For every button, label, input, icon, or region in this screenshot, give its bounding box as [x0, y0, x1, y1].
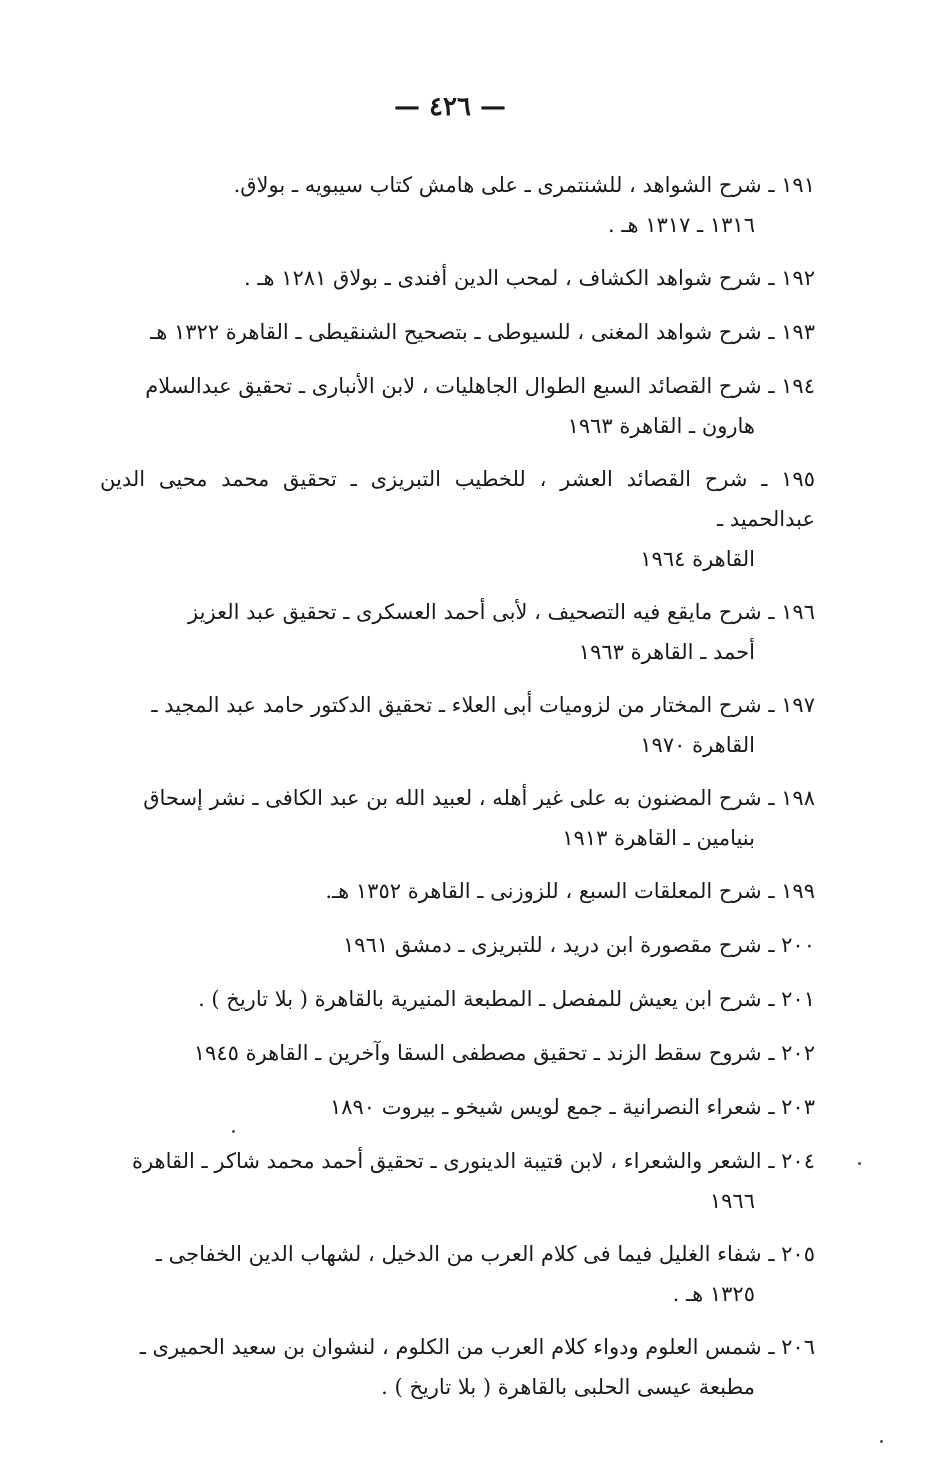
- entry-line-1: ١٩٢ ـ شرح شواهد الكشاف ، لمحب الدين أفندى ـ بولاق ١٢٨١ هـ .: [243, 266, 815, 290]
- bibliography-entry: [100, 1141, 815, 1221]
- bibliography-entry: [100, 592, 815, 672]
- entry-line-1: ١٩٦ ـ شرح مايقع فيه التصحيف ، لأبى أحمد العسكرى ـ تحقيق عبد العزيز: [188, 600, 815, 624]
- entry-line-2: ١٣٢٥ هـ .: [672, 1282, 755, 1306]
- entry-line-1: ٢٠٣ ـ شعراء النصرانية ـ جمع لويس شيخو ـ بيروت ١٨٩٠: [329, 1095, 815, 1119]
- entry-line-1: ١٩٨ ـ شرح المضنون به على غير أهله ، لعبيد الله بن عبد الكافى ـ نشر إسحاق: [143, 786, 815, 810]
- speck: [232, 1130, 235, 1133]
- entry-line-1: ١٩٣ ـ شرح شواهد المغنى ، للسيوطى ـ بتصحيح الشنقيطى ـ القاهرة ١٣٢٢ هـ: [150, 320, 815, 344]
- entry-line-2: مطبعة عيسى الحلبى بالقاهرة ( بلا تاريخ ) .: [381, 1375, 755, 1399]
- bibliography-entry: [100, 925, 815, 965]
- bibliography-entry: [100, 459, 815, 579]
- entry-line-1: ٢٠٦ ـ شمس العلوم ودواء كلام العرب من الكلوم ، لنشوان بن سعيد الحميرى ـ: [139, 1335, 815, 1359]
- bibliography-entry: [100, 1033, 815, 1073]
- page-number: — ٤٢٦ —: [393, 92, 507, 122]
- bibliography-entry: [100, 685, 815, 765]
- entry-line-1: ٢٠٠ ـ شرح مقصورة ابن دريد ، للتبريزى ـ دمشق ١٩٦١: [343, 933, 815, 957]
- entry-line-2: القاهرة ١٩٧٠: [640, 733, 755, 757]
- entry-line-1: ٢٠١ ـ شرح ابن يعيش للمفصل ـ المطبعة المنيرية بالقاهرة ( بلا تاريخ ) .: [198, 987, 815, 1011]
- bibliography-entry: [100, 871, 815, 911]
- entry-line-1: ٢٠٢ ـ شروح سقط الزند ـ تحقيق مصطفى السقا وآخرين ـ القاهرة ١٩٤٥: [193, 1041, 815, 1065]
- entry-line-2: هارون ـ القاهرة ١٩٦٣: [567, 414, 755, 438]
- bibliography-entry: [100, 979, 815, 1019]
- bibliography-entry: [100, 1234, 815, 1314]
- speck: [880, 1440, 883, 1443]
- entry-line-1: ١٩١ ـ شرح الشواهد ، للشنتمرى ـ على هامش كتاب سيبويه ـ بولاق.: [233, 173, 815, 197]
- entry-line-2: ١٩٦٦: [709, 1189, 755, 1213]
- bibliography-entry: [100, 258, 815, 298]
- bibliography-entry: [100, 1327, 815, 1407]
- bibliography-entry: [100, 312, 815, 352]
- entry-line-2: القاهرة ١٩٦٤: [640, 547, 755, 571]
- entry-line-1: ٢٠٤ ـ الشعر والشعراء ، لابن قتيبة الدينورى ـ تحقيق أحمد محمد شاكر ـ القاهرة: [131, 1149, 815, 1173]
- entry-line-1: ١٩٤ ـ شرح القصائد السبع الطوال الجاهليات ، لابن الأنبارى ـ تحقيق عبدالسلام: [145, 374, 815, 398]
- entry-line-1: ٢٠٥ ـ شفاء الغليل فيما فى كلام العرب من الدخيل ، لشهاب الدين الخفاجى ـ: [155, 1242, 815, 1266]
- bibliography-entry: [100, 1087, 815, 1127]
- entry-line-2: ١٣١٦ ـ ١٣١٧ هـ .: [607, 213, 755, 237]
- bibliography-entry: [100, 165, 815, 245]
- entry-line-1: ١٩٥ ـ شرح القصائد العشر ، للخطيب التبريزى ـ تحقيق محمد محيى الدين عبدالحميد ـ: [100, 467, 815, 531]
- entry-line-2: بنيامين ـ القاهرة ١٩١٣: [562, 826, 755, 850]
- entry-line-1: ١٩٧ ـ شرح المختار من لزوميات أبى العلاء ـ تحقيق الدكتور حامد عبد المجيد ـ: [151, 693, 815, 717]
- speck: [858, 1162, 861, 1165]
- bibliography-entry: [100, 366, 815, 446]
- bibliography-entry: [100, 778, 815, 858]
- entry-line-1: ١٩٩ ـ شرح المعلقات السبع ، للزوزنى ـ القاهرة ١٣٥٢ هـ.: [325, 879, 815, 903]
- entry-line-2: أحمد ـ القاهرة ١٩٦٣: [578, 640, 755, 664]
- bibliography-list: [100, 165, 815, 1420]
